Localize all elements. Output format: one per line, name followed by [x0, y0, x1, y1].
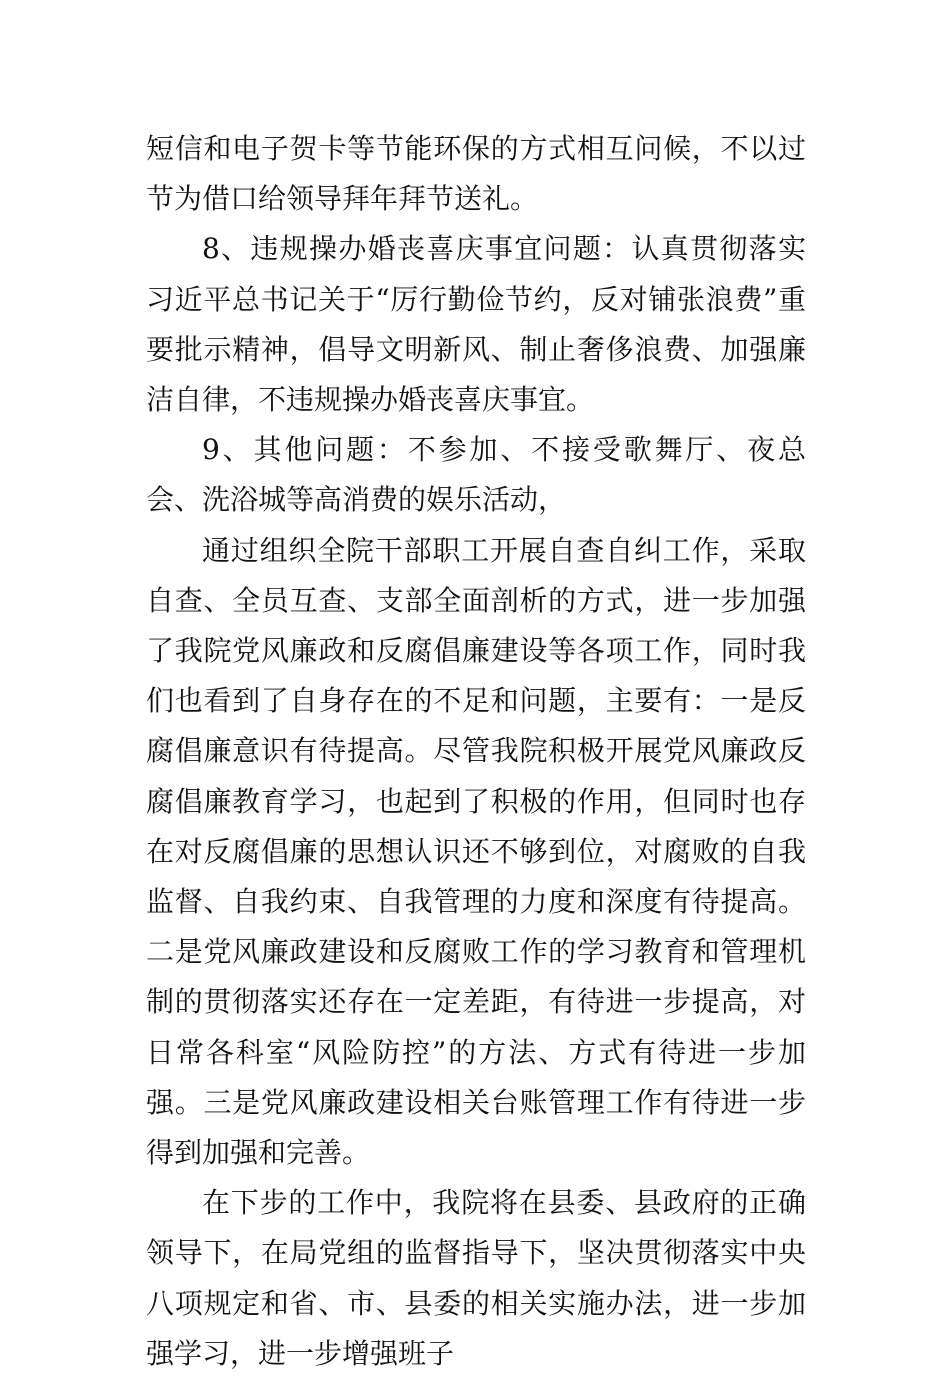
paragraph-self-inspection: 通过组织全院干部职工开展自查自纠工作，采取自查、全员互查、支部全面剖析的方式，进一步加强了我院党风廉政和反腐倡廉建设等各项工作，同时我们也看到了自身存在的不足和问题，主要有：一是反腐倡廉意识有待提高。尽管我院积极开展党风廉政反腐倡廉教育学习，也起到了积极的作用，但同时也存在对反腐倡廉的思想认识还不够到位，对腐败的自我监督、自我约束、自我管理的力度和深度有待提高。二是党风廉政建设和反腐败工作的学习教育和管理机制的贯彻落实还存在一定差距，有待进一步提高，对日常各科室“风险防控”的方法、方式有待进一步加强。三是党风廉政建设相关台账管理工作有待进一步得到加强和完善。	[146, 533, 806, 1170]
document-body	[146, 124, 806, 1379]
paragraph-item-9: 9、其他问题：不参加、不接受歌舞厅、夜总会、洗浴城等高消费的娱乐活动，	[146, 433, 806, 517]
paragraph-item-8: 8、违规操办婚丧喜庆事宜问题：认真贯彻落实习近平总书记关于“厉行勤俭节约，反对铺张浪费”重要批示精神，倡导文明新风、制止奢侈浪费、加强廉洁自律，不违规操办婚丧喜庆事宜。	[146, 232, 806, 417]
paragraph-next-steps: 在下步的工作中，我院将在县委、县政府的正确领导下，在局党组的监督指导下，坚决贯彻落实中央八项规定和省、市、县委的相关实施办法，进一步加强学习，进一步增强班子	[146, 1186, 806, 1370]
paragraph-continuation: 短信和电子贺卡等节能环保的方式相互问候，不以过节为借口给领导拜年拜节送礼。	[146, 132, 806, 216]
